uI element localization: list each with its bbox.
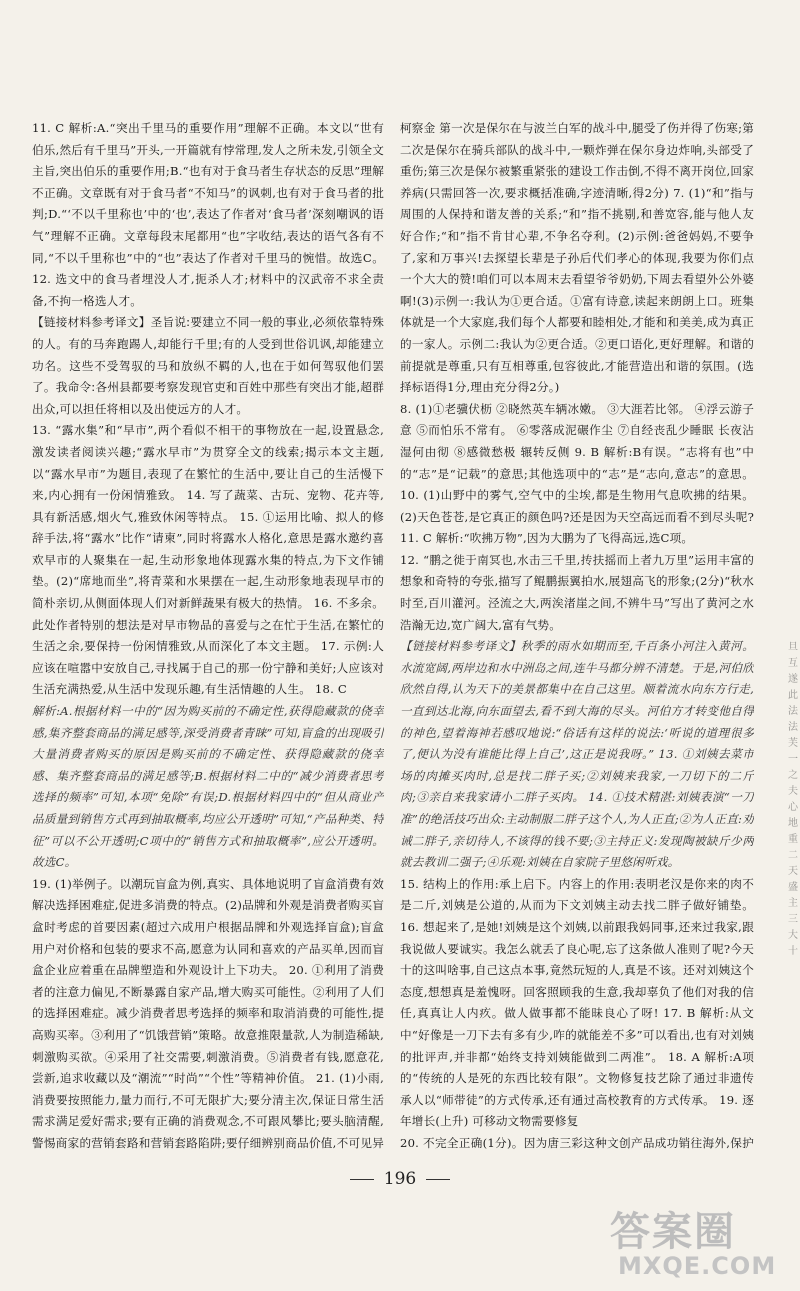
page-number-dash-right	[426, 1179, 450, 1180]
watermark-sub: MXQE.COM	[618, 1252, 777, 1280]
left-paragraph-2: 【链接材料参考译文】圣旨说:要建立不同一般的事业,必须依靠特殊的人。有的马奔跑踢人,却能行千里;有的人受到世俗讥讽,却能建立功名。这些不受驾驭的马和放纵不羁的人,也在于如何驾驭他们罢了。我命令:各州县都要考察发现官吏和百姓中那些有突出才能,超群出众,可以担任将相以及出使远方的人才。	[32, 315, 384, 416]
left-paragraph-5: 19. (1)举例子。以潮玩盲盒为例,真实、具体地说明了盲盒消费有效解决选择困难症,促进多消费的特点。(2)品牌和外观是消费者购买盲盒时考虑的首要因素(超过六成用户根据品牌和外观选择盲盒);盲盒用户对价格和包装的要求不高,愿意为认同和喜欢的产品买单,因而盲盒企业应着重在品牌塑造和外观设计上下功夫。 20. ①利用了消费者的注意力偏见,不断暴露自家产品,增大购买可能性。②利用了人们的选择困难症。减少消费者思考选择的频率和取消消费的可能性,提高购买率。③利用了“饥饿营销”策略。故意推限量款,人为制造稀缺,刺激购买欲。④采用了社交需要,刺激消费。⑤消费者有钱,愿意花,尝新,追求收藏以及“潮流”“时尚”“个性”等精神价值。 21. (1)小雨,消费要按照能力,量力而行,不可无限扩大;要分清主次,保证日常生活需求满足爱好需求;要有正确的消费观念,不可跟风攀比;要头脑清醒,警惕商家的营销套路和营销套路陷阱;要仔细辨别商品价值,不可见异	[32, 876, 384, 1150]
right-paragraph-1: 柯察金 第一次是保尔在与波兰白军的战斗中,腿受了伤并得了伤寒;第二次是保尔在骑兵部队的战斗中,一颗炸弹在保尔身边炸响,头部受了重伤;第三次是保尔被繁重紧张的建设工作击倒,不得不离开岗位,回家养病(只需回答一次,要求概括准确,字迹清晰,得2分) 7. (1)“和”指与周围的人保持和谐友善的关系;“和”指不挑剔,和善宽容,能与他人友好合作;“和”指不肯甘心辈,不争名夺利。(2)示例:爸爸妈妈,不要争了,家和万事兴!去探望长辈是子孙后代们孝心的体现,我要为你们点一个大大的赞!咱们可以本周末去看望爷爷奶奶,下周去看望外公外婆啊!(3)示例一:我认为①更合适。①富有诗意,读起来朗朗上口。班集体就是一个大家庭,我们每个人都要和睦相处,才能和和美美,成为真正的一家人。示例二:我认为②更合适。②更口语化,更好理解。和谐的前提就是尊重,只有互相尊重,包容彼此,才能营造出和谐的氛围。(选择标语得1分,理由充分得2分。)	[400, 121, 754, 395]
page-number	[0, 1169, 800, 1189]
right-paragraph-5: 15. 结构上的作用:承上启下。内容上的作用:表明老汉是你来的肉不是二斤,刘姨是公道的,从而为下文刘姨主动去找二胖子做好铺垫。 16. 想起来了,是她!刘姨是这个刘姨,以前跟我妈同事,还来过我家,跟我说做人要诚实。我怎么就丢了良心呢,忘了这条做人准则了呢?今天十的这叫啥事,自己这点本事,竟然玩短的人,真是不该。还对刘姨这个态度,想想真是羞愧呀。回客照顾我的生意,我却辜负了他们对我的信任,真真让人内疚。做人做事都不能昧良心了呀! 17. B 解析:从文中“好像是一刀下去有多有少,咋的就能差不多”可以看出,也有对刘姨的批评声,并非都“始终支持刘姨能做到二两准”。 18. A 解析:A项的“传统的人是死的东西比较有限”。文物修复技艺除了通过非遗传承人以“师带徒”的方式传承,还有通过高校教育的方式传承。 19. 逐年增长(上升) 可移动文物需要修复	[400, 876, 754, 1129]
page-number-text: 196	[383, 1169, 417, 1189]
watermark-main: 答案圈	[610, 1209, 736, 1255]
right-paragraph-2: 8. (1)①老骥伏枥 ②晓然英车辆冰嫩。 ③大涯若比邻。 ④浮云游子意 ⑤而怕乐不常有。 ⑥零落成泥碾作尘 ⑦自经丧乱少睡眠 长夜沾湿何由彻 ⑧感微愁极 辗转反侧 9. B 解析:B有误。“志将有也”中的“志”是“记载”的意思;其他选项中的“志”是“志向,意志”的意思。 10. (1)山野中的雾气,空气中的尘埃,都是生物用气息吹拂的结果。(2)天色苍苍,是它真正的颜色吗?还是因为天空高远而看不到尽头呢? 11. C 解析:“吹拂万物”,因为大鹏为了飞得高远,选C项。	[400, 401, 754, 546]
left-column	[32, 118, 384, 1158]
right-paragraph-4: 【链接材料参考译文】秋季的雨水如期而至,千百条小河注入黄河。水流宽阔,两岸边和水中洲岛之间,连牛马都分辨不清楚。于是,河伯欣欣然自得,认为天下的美景都集中在自己这里。顺着流水向东方行走,一直到达北海,向东面望去,看不到大海的尽头。河伯方才转变他自得的神色,望着海神若感叹地说:“俗话有这样的说法:‘听说的道理很多了,便认为没有谁能比得上自己’,这正是说我呀。” 13. ①刘姨去菜市场的肉摊买肉时,总是找二胖子买;②刘姨来我家,一刀切下的二斤肉;③亲自来我家请小二胖子买肉。 14. ①技术精湛:刘姨表演“一刀准”的绝活技巧出众:主动制服二胖子这个人,为人正直;②为人正直:劝诫二胖子,亲切待人,不该得的钱不要;③主持正义:发现陶被缺斤少两就去教训二强子;④乐观:刘姨在自家院子里悠闲听戏。	[400, 639, 754, 870]
left-paragraph-1: 11. C 解析:A.“突出千里马的重要作用”理解不正确。本文以“世有伯乐,然后有千里马”开头,一开篇就有悖常理,发人之所未发,引领全文主旨,突出伯乐的重要作用;B.“也有对于食马者生存状态的反思”理解不正确。文章既有对于食马者“不知马”的讽刺,也有对于食马者的批判;D.“‘不以千里称也’中的‘也’,表达了作者对‘食马者’深刻嘲讽的语气”理解不正确。文章每段末尾都用“也”字收结,表达的语气各有不同,“不以千里称也”中的“也”表达了作者对千里马的惋惜。故选C。 12. 选文中的食马者埋没人才,扼杀人才;材料中的汉武帝不求全责备,不拘一格选人才。	[32, 121, 384, 308]
right-paragraph-6: 20. 不完全正确(1分)。因为唐三彩这种文创产品成功销往海外,保护	[400, 1135, 754, 1150]
left-paragraph-3: 13. “露水集”和“早市”,两个看似不相干的事物放在一起,设置悬念,激发读者阅读兴趣;“露水早市”为贯穿全文的线索;揭示本文主题,以“露水早市”为题目,表现了在繁忙的生活中,要让自己的生活慢下来,内心拥有一份闲情雅致。 14. 写了蔬菜、古玩、宠物、花卉等,具有新活感,烟火气,雅致休闲等特点。 15. ①运用比喻、拟人的修辞手法,将“露水”比作“请柬”,同时将露水人格化,意思是露水邀约喜欢早市的人聚集在一起,生动形象地体现露水集的特点,为下文作铺垫。(2)“席地而坐”,将青菜和水果摆在一起,生动形象地表现早市的简朴亲切,从侧面体现人们对新鲜蔬果有极大的热情。 16. 不多余。此处作者特别的想法是对早市物品的喜爱与之在忙于生活,在繁忙的生活之余,要保持一份闲情雅致,从而深化了本文主题。 17. 示例:人应该在喧嚣中安放自己,寻找属于自己的那一份宁静和美好;人应该对生活充满热爱,从生活中发现乐趣,有生活情趣的人生。 18. C	[32, 423, 384, 697]
right-paragraph-3: 12. “鹏之徙于南冥也,水击三千里,抟扶摇而上者九万里”运用丰富的想象和奇特的夸张,描写了鲲鹏振翼拍水,展翅高飞的形象;(2分)“秋水时至,百川灌河。泾流之大,两涘渚崖之间,不辨牛马”写出了黄河之水浩瀚无边,宽广阔大,富有气势。	[400, 552, 754, 632]
left-paragraph-4: 解析:A.根据材料一中的“因为购买前的不确定性,获得隐藏款的侥幸感,集齐整套商品的满足感等,深受消费者青睐”可知,盲盒的出现吸引大量消费者购买的原因是购买前的不确定性、获得隐藏款的侥幸感、集齐整套商品的满足感等;B.根据材料二中的“减少消费者思考选择的频率”可知,本项“免除”有误;D.根据材料四中的“但从商业产品质量到销售方式再到抽取概率,均应公开透明”可知,“产品种类、特征”可以不公开透明;C项中的“销售方式和抽取概率”,应公开透明。故选C。	[32, 704, 384, 870]
watermark-logo	[610, 1200, 795, 1286]
edge-bleed-text: 旦 互 遂 此 法 法 芙 一 之 夫 心 地 重 二 天 盛 主 三 大 十	[788, 642, 798, 957]
right-column	[400, 118, 754, 1158]
page-number-dash-left	[350, 1179, 374, 1180]
